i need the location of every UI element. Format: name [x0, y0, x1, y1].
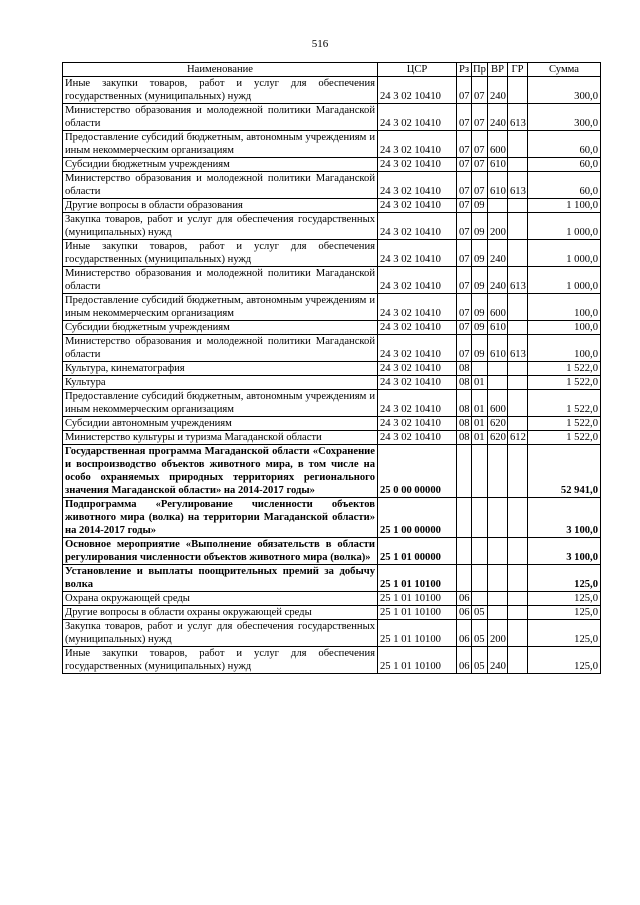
cell-pr: 07: [472, 172, 488, 199]
cell-vr: 600: [488, 294, 508, 321]
cell-gr: 613: [508, 267, 528, 294]
cell-sum: 1 522,0: [528, 390, 601, 417]
table-row: [63, 445, 601, 498]
cell-name: Субсидии автономным учреждениям: [63, 417, 378, 431]
cell-csr: 25 1 01 10100: [378, 647, 457, 674]
cell-sum: 1 522,0: [528, 362, 601, 376]
cell-csr: 24 3 02 10410: [378, 417, 457, 431]
cell-vr: 620: [488, 417, 508, 431]
cell-gr: [508, 498, 528, 538]
cell-rz: 07: [457, 104, 472, 131]
table-row: [63, 390, 601, 417]
cell-gr: [508, 417, 528, 431]
cell-pr: 01: [472, 431, 488, 445]
cell-csr: 24 3 02 10410: [378, 294, 457, 321]
table-row: [63, 538, 601, 565]
table-row: [63, 620, 601, 647]
cell-pr: 05: [472, 606, 488, 620]
cell-csr: 24 3 02 10410: [378, 321, 457, 335]
cell-sum: 1 000,0: [528, 240, 601, 267]
cell-csr: 24 3 02 10410: [378, 390, 457, 417]
cell-rz: 07: [457, 77, 472, 104]
cell-rz: 07: [457, 158, 472, 172]
cell-gr: [508, 606, 528, 620]
cell-csr: 25 1 01 10100: [378, 592, 457, 606]
cell-name: Предоставление субсидий бюджетным, автономным учреждениям и иным некоммерческим организациям: [63, 294, 378, 321]
cell-pr: 09: [472, 199, 488, 213]
cell-vr: [488, 498, 508, 538]
column-header-gr: ГР: [508, 63, 528, 77]
cell-sum: 300,0: [528, 77, 601, 104]
column-header-sum: Сумма: [528, 63, 601, 77]
budget-table: [62, 62, 601, 674]
page-number: 516: [311, 38, 329, 50]
cell-sum: 125,0: [528, 606, 601, 620]
cell-name: Другие вопросы в области охраны окружающей среды: [63, 606, 378, 620]
cell-name: Предоставление субсидий бюджетным, автономным учреждениям и иным некоммерческим организациям: [63, 131, 378, 158]
cell-vr: 600: [488, 131, 508, 158]
cell-gr: [508, 213, 528, 240]
cell-gr: [508, 647, 528, 674]
cell-pr: 07: [472, 131, 488, 158]
cell-pr: 09: [472, 267, 488, 294]
table-row: [63, 158, 601, 172]
cell-gr: [508, 199, 528, 213]
cell-gr: [508, 294, 528, 321]
cell-name: Министерство образования и молодежной политики Магаданской области: [63, 104, 378, 131]
cell-csr: 24 3 02 10410: [378, 158, 457, 172]
cell-rz: 06: [457, 592, 472, 606]
cell-sum: 125,0: [528, 620, 601, 647]
table-row: [63, 321, 601, 335]
cell-pr: 09: [472, 213, 488, 240]
cell-sum: 60,0: [528, 172, 601, 199]
cell-gr: [508, 158, 528, 172]
cell-name: Основное мероприятие «Выполнение обязательств в области регулирования численности объектов животного мира (волка)»: [63, 538, 378, 565]
table-row: [63, 77, 601, 104]
cell-csr: 24 3 02 10410: [378, 362, 457, 376]
cell-rz: 06: [457, 606, 472, 620]
cell-sum: 60,0: [528, 158, 601, 172]
cell-gr: 613: [508, 104, 528, 131]
table-row: [63, 335, 601, 362]
cell-vr: 600: [488, 390, 508, 417]
cell-csr: 24 3 02 10410: [378, 240, 457, 267]
table-header-row: [63, 63, 601, 77]
cell-name: Охрана окружающей среды: [63, 592, 378, 606]
cell-rz: 07: [457, 294, 472, 321]
cell-pr: 01: [472, 376, 488, 390]
cell-sum: 100,0: [528, 335, 601, 362]
cell-csr: 24 3 02 10410: [378, 77, 457, 104]
cell-vr: [488, 565, 508, 592]
table-row: [63, 240, 601, 267]
cell-csr: 25 1 01 00000: [378, 538, 457, 565]
cell-pr: 01: [472, 390, 488, 417]
cell-csr: 24 3 02 10410: [378, 199, 457, 213]
cell-vr: 620: [488, 431, 508, 445]
cell-gr: [508, 131, 528, 158]
cell-gr: [508, 240, 528, 267]
cell-vr: 610: [488, 335, 508, 362]
cell-name: Другие вопросы в области образования: [63, 199, 378, 213]
cell-pr: 09: [472, 240, 488, 267]
cell-csr: 24 3 02 10410: [378, 267, 457, 294]
cell-csr: 24 3 02 10410: [378, 172, 457, 199]
cell-vr: 240: [488, 647, 508, 674]
cell-sum: 125,0: [528, 647, 601, 674]
cell-rz: [457, 538, 472, 565]
table-row: [63, 606, 601, 620]
cell-csr: 24 3 02 10410: [378, 213, 457, 240]
cell-pr: 01: [472, 417, 488, 431]
cell-gr: 612: [508, 431, 528, 445]
column-header-name: Наименование: [63, 63, 378, 77]
cell-rz: 06: [457, 620, 472, 647]
cell-sum: 3 100,0: [528, 498, 601, 538]
cell-name: Культура, кинематография: [63, 362, 378, 376]
cell-name: Государственная программа Магаданской области «Сохранение и воспроизводство объектов животного мира, в том числе на особо охраняемых природных территориях регионального значения Магаданской области» на 2014-2017 годы»: [63, 445, 378, 498]
cell-name: Субсидии бюджетным учреждениям: [63, 321, 378, 335]
cell-sum: 100,0: [528, 321, 601, 335]
cell-vr: 200: [488, 213, 508, 240]
cell-rz: 07: [457, 240, 472, 267]
cell-name: Иные закупки товаров, работ и услуг для обеспечения государственных (муниципальных) нужд: [63, 647, 378, 674]
cell-rz: [457, 498, 472, 538]
cell-csr: 25 0 00 00000: [378, 445, 457, 498]
cell-gr: [508, 390, 528, 417]
table-row: [63, 172, 601, 199]
table-row: [63, 199, 601, 213]
cell-vr: [488, 376, 508, 390]
cell-vr: [488, 445, 508, 498]
cell-gr: [508, 538, 528, 565]
cell-name: Предоставление субсидий бюджетным, автономным учреждениям и иным некоммерческим организациям: [63, 390, 378, 417]
cell-csr: 24 3 02 10410: [378, 431, 457, 445]
table-row: [63, 431, 601, 445]
table-row: [63, 417, 601, 431]
column-header-rz: Рз: [457, 63, 472, 77]
cell-vr: [488, 538, 508, 565]
cell-gr: [508, 620, 528, 647]
cell-rz: 07: [457, 199, 472, 213]
column-header-pr: Пр: [473, 64, 486, 75]
cell-vr: 610: [488, 172, 508, 199]
cell-rz: 07: [457, 267, 472, 294]
table-row: [63, 498, 601, 538]
cell-vr: [488, 606, 508, 620]
cell-rz: 08: [457, 431, 472, 445]
cell-gr: 613: [508, 172, 528, 199]
cell-sum: 1 000,0: [528, 213, 601, 240]
cell-name: Министерство образования и молодежной политики Магаданской области: [63, 172, 378, 199]
cell-gr: [508, 321, 528, 335]
column-header-vr: ВР: [488, 63, 508, 77]
cell-gr: [508, 362, 528, 376]
cell-name: Подпрограмма «Регулирование численности объектов животного мира (волка) на территории Магаданской области» на 2014-2017 годы»: [63, 498, 378, 538]
cell-pr: 09: [472, 335, 488, 362]
cell-name: Установление и выплаты поощрительных премий за добычу волка: [63, 565, 378, 592]
cell-vr: 610: [488, 321, 508, 335]
cell-vr: 240: [488, 240, 508, 267]
cell-rz: 08: [457, 390, 472, 417]
cell-pr: 07: [472, 77, 488, 104]
column-header-csr: ЦСР: [378, 63, 457, 77]
cell-name: Министерство культуры и туризма Магаданской области: [63, 431, 378, 445]
cell-vr: [488, 362, 508, 376]
cell-pr: [472, 538, 488, 565]
cell-gr: [508, 592, 528, 606]
cell-vr: 200: [488, 620, 508, 647]
table-row: [63, 647, 601, 674]
cell-name: Закупка товаров, работ и услуг для обеспечения государственных (муниципальных) нужд: [63, 213, 378, 240]
cell-pr: 07: [472, 158, 488, 172]
cell-pr: [472, 592, 488, 606]
cell-rz: [457, 565, 472, 592]
cell-rz: 08: [457, 376, 472, 390]
cell-rz: 08: [457, 417, 472, 431]
cell-rz: 06: [457, 647, 472, 674]
cell-csr: 24 3 02 10410: [378, 131, 457, 158]
cell-vr: 610: [488, 158, 508, 172]
cell-gr: [508, 376, 528, 390]
cell-pr: [472, 445, 488, 498]
cell-gr: [508, 565, 528, 592]
cell-name: Культура: [63, 376, 378, 390]
cell-vr: 240: [488, 267, 508, 294]
cell-vr: [488, 199, 508, 213]
cell-name: Иные закупки товаров, работ и услуг для обеспечения государственных (муниципальных) нужд: [63, 240, 378, 267]
table-row: [63, 131, 601, 158]
cell-vr: 240: [488, 77, 508, 104]
table-row: [63, 362, 601, 376]
cell-sum: 1 522,0: [528, 431, 601, 445]
cell-rz: 07: [457, 172, 472, 199]
cell-rz: 08: [457, 362, 472, 376]
cell-vr: [488, 592, 508, 606]
table-row: [63, 267, 601, 294]
table-row: [63, 104, 601, 131]
cell-sum: 1 522,0: [528, 417, 601, 431]
cell-sum: 60,0: [528, 131, 601, 158]
table-row: [63, 592, 601, 606]
cell-csr: 25 1 01 10100: [378, 606, 457, 620]
cell-csr: 24 3 02 10410: [378, 376, 457, 390]
cell-sum: 52 941,0: [528, 445, 601, 498]
table-row: [63, 213, 601, 240]
cell-sum: 100,0: [528, 294, 601, 321]
cell-gr: [508, 445, 528, 498]
cell-csr: 25 1 00 00000: [378, 498, 457, 538]
cell-sum: 3 100,0: [528, 538, 601, 565]
cell-sum: 300,0: [528, 104, 601, 131]
cell-pr: 09: [472, 321, 488, 335]
cell-gr: [508, 77, 528, 104]
cell-rz: [457, 445, 472, 498]
cell-csr: 25 1 01 10100: [378, 620, 457, 647]
cell-csr: 24 3 02 10410: [378, 104, 457, 131]
cell-csr: 25 1 01 10100: [378, 565, 457, 592]
table-row: [63, 565, 601, 592]
cell-sum: 1 100,0: [528, 199, 601, 213]
cell-vr: 240: [488, 104, 508, 131]
cell-rz: 07: [457, 335, 472, 362]
cell-name: Министерство образования и молодежной политики Магаданской области: [63, 335, 378, 362]
cell-rz: 07: [457, 213, 472, 240]
cell-rz: 07: [457, 131, 472, 158]
cell-csr: 24 3 02 10410: [378, 335, 457, 362]
cell-pr: [472, 498, 488, 538]
cell-pr: [472, 565, 488, 592]
cell-name: Министерство образования и молодежной политики Магаданской области: [63, 267, 378, 294]
cell-sum: 125,0: [528, 565, 601, 592]
cell-gr: 613: [508, 335, 528, 362]
cell-pr: 05: [472, 647, 488, 674]
cell-rz: 07: [457, 321, 472, 335]
cell-sum: 1 522,0: [528, 376, 601, 390]
cell-name: Иные закупки товаров, работ и услуг для обеспечения государственных (муниципальных) нужд: [63, 77, 378, 104]
cell-pr: 09: [472, 294, 488, 321]
cell-pr: 07: [472, 104, 488, 131]
cell-pr: 05: [472, 620, 488, 647]
cell-sum: 1 000,0: [528, 267, 601, 294]
cell-name: Субсидии бюджетным учреждениям: [63, 158, 378, 172]
cell-sum: 125,0: [528, 592, 601, 606]
cell-pr: [472, 362, 488, 376]
table-row: [63, 294, 601, 321]
table-row: [63, 376, 601, 390]
cell-name: Закупка товаров, работ и услуг для обеспечения государственных (муниципальных) нужд: [63, 620, 378, 647]
